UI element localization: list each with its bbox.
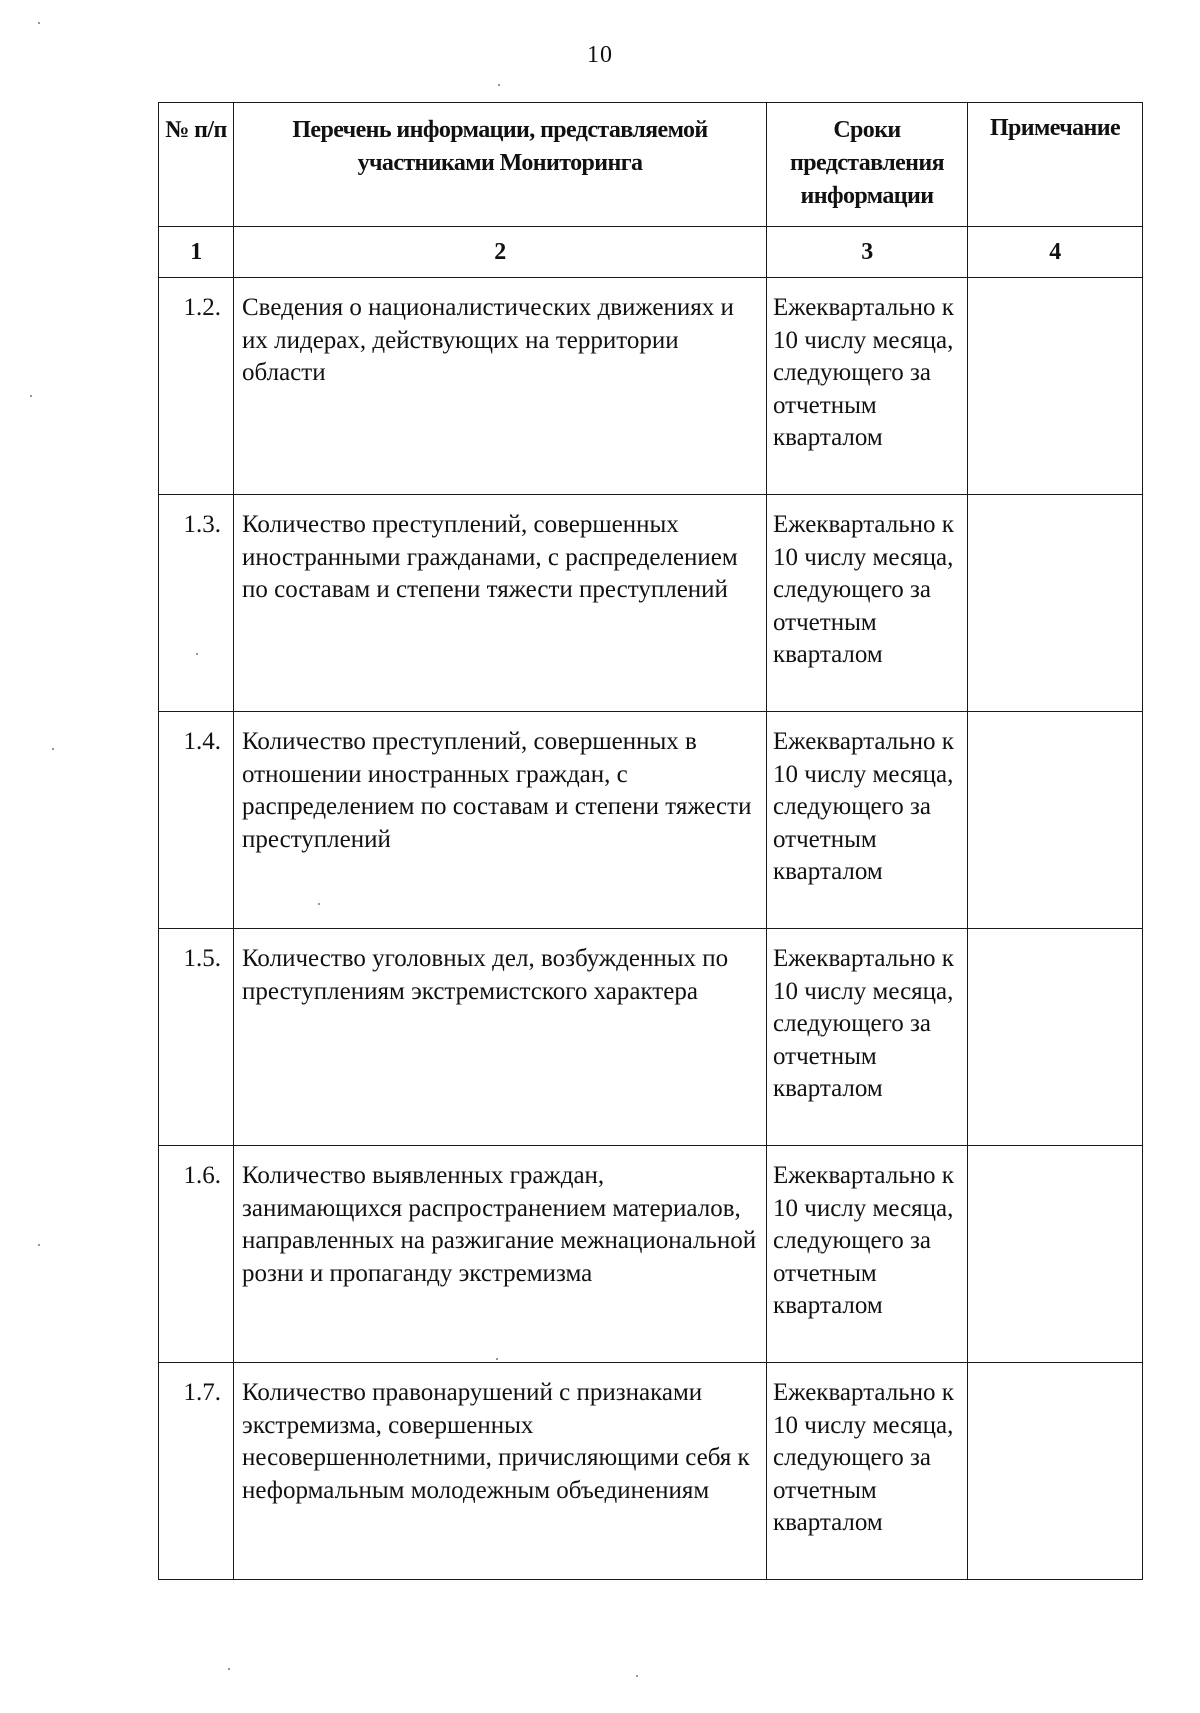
table-row (159, 278, 1143, 495)
table-header (159, 103, 1143, 278)
scan-speck (52, 748, 54, 750)
column-number-2: 2 (234, 227, 767, 278)
page-number: 10 (587, 42, 613, 68)
row-number: 1.5. (159, 929, 234, 1146)
header-information-list (234, 103, 767, 227)
table-row (159, 495, 1143, 712)
row-deadline: Ежеквартально к 10 числу месяца, следующего за отчетным кварталом (767, 1146, 968, 1363)
row-note (968, 1146, 1143, 1363)
row-deadline: Ежеквартально к 10 числу месяца, следующего за отчетным кварталом (767, 495, 968, 712)
row-number: 1.3. (159, 495, 234, 712)
header-note (968, 103, 1143, 227)
scan-speck (318, 903, 320, 905)
table-row (159, 1146, 1143, 1363)
header-number-text: № п/п (165, 117, 227, 143)
row-number: 1.6. (159, 1146, 234, 1363)
table-row (159, 929, 1143, 1146)
row-description: Количество преступлений, совершенных в отношении иностранных граждан, с распределением по составам и степени тяжести преступлений (234, 712, 767, 929)
header-number (159, 103, 234, 227)
header-note-text: Примечание (989, 115, 1121, 141)
scan-speck (228, 1668, 230, 1670)
row-deadline: Ежеквартально к 10 числу месяца, следующего за отчетным кварталом (767, 1363, 968, 1580)
scan-speck (498, 84, 500, 86)
row-deadline: Ежеквартально к 10 числу месяца, следующего за отчетным кварталом (767, 278, 968, 495)
table-body (159, 278, 1143, 1580)
column-number-1: 1 (159, 227, 234, 278)
header-deadlines (767, 103, 968, 227)
row-number: 1.4. (159, 712, 234, 929)
header-row (159, 103, 1143, 227)
row-number: 1.2. (159, 278, 234, 495)
row-description: Количество выявленных граждан, занимающихся распространением материалов, направленных на разжигание межнациональной розни и пропаганду экстремизма (234, 1146, 767, 1363)
scan-speck (496, 1358, 498, 1360)
row-description: Количество правонарушений с признаками экстремизма, совершенных несовершеннолетними, причисляющими себя к неформальным молодежным объединениям (234, 1363, 767, 1580)
scan-speck (636, 1675, 638, 1677)
row-note (968, 1363, 1143, 1580)
scan-speck (30, 395, 32, 397)
row-deadline: Ежеквартально к 10 числу месяца, следующего за отчетным кварталом (767, 712, 968, 929)
scan-speck (38, 1244, 40, 1246)
row-deadline: Ежеквартально к 10 числу месяца, следующего за отчетным кварталом (767, 929, 968, 1146)
row-description: Количество преступлений, совершенных иностранными гражданами, с распределением по составам и степени тяжести преступлений (234, 495, 767, 712)
row-number: 1.7. (159, 1363, 234, 1580)
row-note (968, 929, 1143, 1146)
row-note (968, 712, 1143, 929)
row-description: Сведения о националистических движениях и их лидерах, действующих на территории области (234, 278, 767, 495)
header-deadlines-text: Сроки представления информации (790, 117, 944, 209)
header-information-list-text: Перечень информации, представляемой участниками Мониторинга (292, 117, 708, 176)
row-description: Количество уголовных дел, возбужденных по преступлениям экстремистского характера (234, 929, 767, 1146)
column-number-3: 3 (767, 227, 968, 278)
table-row (159, 712, 1143, 929)
row-note (968, 495, 1143, 712)
column-number-row (159, 227, 1143, 278)
table-row (159, 1363, 1143, 1580)
scan-speck (196, 653, 198, 655)
column-number-4: 4 (968, 227, 1143, 278)
row-note (968, 278, 1143, 495)
scan-speck (38, 22, 40, 24)
monitoring-info-table (158, 102, 1143, 1580)
